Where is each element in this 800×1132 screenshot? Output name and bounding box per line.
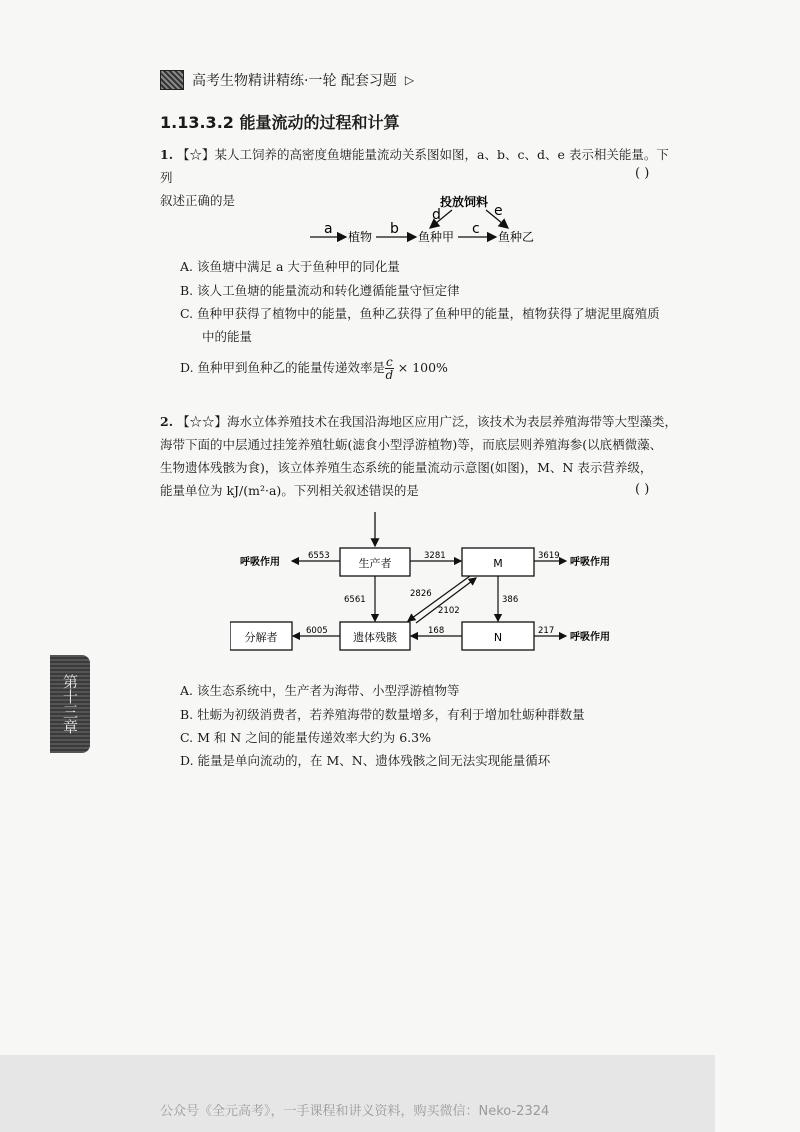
q2-stem (160, 410, 680, 502)
q2-n-label: N (493, 631, 503, 644)
q1-option-a: A. 该鱼塘中满足 a 大于鱼种甲的同化量 (180, 259, 400, 274)
section-title: 1.13.3.2 能量流动的过程和计算 (160, 113, 400, 132)
header-title: 高考生物精讲精练·一轮 配套习题 (192, 73, 397, 89)
q2-value-386: 386 (502, 595, 519, 605)
q1-label-c: c (472, 221, 480, 237)
q2-stem-line1: 【☆☆】海水立体养殖技术在我国沿海地区应用广泛，该技术为表层养殖海带等大型藻类， (177, 414, 678, 429)
fraction-numerator: c (386, 355, 393, 369)
q2-remains-label: 遗体残骸 (353, 631, 397, 644)
q2-stem-line4: 能量单位为 kJ/(m²·a)。下列相关叙述错误的是 (160, 483, 419, 498)
q2-value-3281: 3281 (424, 551, 446, 561)
q2-value-217: 217 (538, 626, 555, 636)
q2-arrow-remains-m (416, 578, 476, 623)
q2-option-a: A. 该生态系统中，生产者为海带、小型浮游植物等 (180, 683, 460, 698)
q1-option-d-text: D. 鱼种甲到鱼种乙的能量传递效率是 (180, 360, 386, 375)
q1-stem-line2: 叙述正确的是 (160, 193, 236, 208)
q2-option-b: B. 牡蛎为初级消费者，若养殖海带的数量增多，有利于增加牡蛎种群数量 (180, 707, 585, 722)
q2-answer-paren: ( ) (635, 482, 650, 497)
q1-stem-line1: 【☆】某人工饲养的高密度鱼塘能量流动关系图如图，a、b、c、d、e 表示相关能量。下列 (160, 147, 669, 185)
q2-producer-label: 生产者 (358, 557, 392, 570)
q1-option-c-line1: C. 鱼种甲获得了植物中的能量，鱼种乙获得了鱼种甲的能量，植物获得了塘泥里腐殖质 (180, 306, 660, 321)
chapter-side-tab: 第十三章 (50, 655, 90, 753)
q2-stem-line2: 海带下面的中层通过挂笼养殖牡蛎(滤食小型浮游植物)等，而底层则养殖海参(以底栖微藻、 (160, 437, 663, 452)
q1-number: 1. (160, 147, 174, 162)
q2-value-6553: 6553 (308, 551, 330, 561)
book-logo-icon (160, 70, 184, 90)
q2-option-c: C. M 和 N 之间的能量传递效率大约为 6.3% (180, 730, 431, 745)
q1-option-d-fraction (385, 356, 394, 381)
q1-option-d-suffix: × 100% (397, 360, 448, 375)
q2-number: 2. (160, 414, 174, 429)
q2-value-6005: 6005 (306, 626, 328, 636)
q2-resp-m-label: 呼吸作用 (570, 557, 610, 568)
footer-watermark-text: 公众号《全元高考》，一手课程和讲义资料，购买微信：Neko-2324 (160, 1104, 550, 1119)
q2-m-label: M (493, 557, 503, 570)
q2-value-2102: 2102 (438, 606, 460, 616)
q1-feed-label: 投放饲料 (440, 195, 489, 209)
play-arrow-icon: ▷ (404, 73, 415, 87)
q2-stem-line3: 生物遗体残骸为食)，该立体养殖生态系统的能量流动示意图(如图)，M、N 表示营养级， (160, 460, 653, 475)
q1-answer-paren: ( ) (635, 166, 650, 181)
q1-plant-label: 植物 (348, 230, 373, 244)
q1-option-b: B. 该人工鱼塘的能量流动和转化遵循能量守恒定律 (180, 283, 460, 298)
q1-option-c-line2: 中的能量 (202, 329, 253, 344)
q2-diagram (230, 510, 630, 660)
q1-label-a: a (324, 221, 333, 237)
q2-value-6561: 6561 (344, 595, 366, 605)
q2-resp-left-label: 呼吸作用 (240, 557, 280, 568)
q1-option-d (180, 356, 680, 381)
q2-resp-n-label: 呼吸作用 (570, 632, 610, 643)
q2-value-3619: 3619 (538, 551, 560, 561)
q1-label-b: b (390, 221, 399, 237)
page-header (160, 70, 414, 90)
fraction-denominator: d (385, 368, 394, 382)
q2-value-2826: 2826 (410, 589, 432, 599)
q2-value-168: 168 (428, 626, 445, 636)
q1-diagram (290, 190, 550, 250)
q1-label-d: d (432, 207, 441, 223)
q1-label-e: e (494, 203, 503, 219)
footer-band (0, 1055, 715, 1132)
q1-fishA-label: 鱼种甲 (418, 230, 455, 244)
q2-option-d: D. 能量是单向流动的，在 M、N、遗体残骸之间无法实现能量循环 (180, 753, 551, 768)
q1-fishB-label: 鱼种乙 (498, 230, 535, 244)
q2-decomposer-label: 分解者 (244, 631, 278, 644)
